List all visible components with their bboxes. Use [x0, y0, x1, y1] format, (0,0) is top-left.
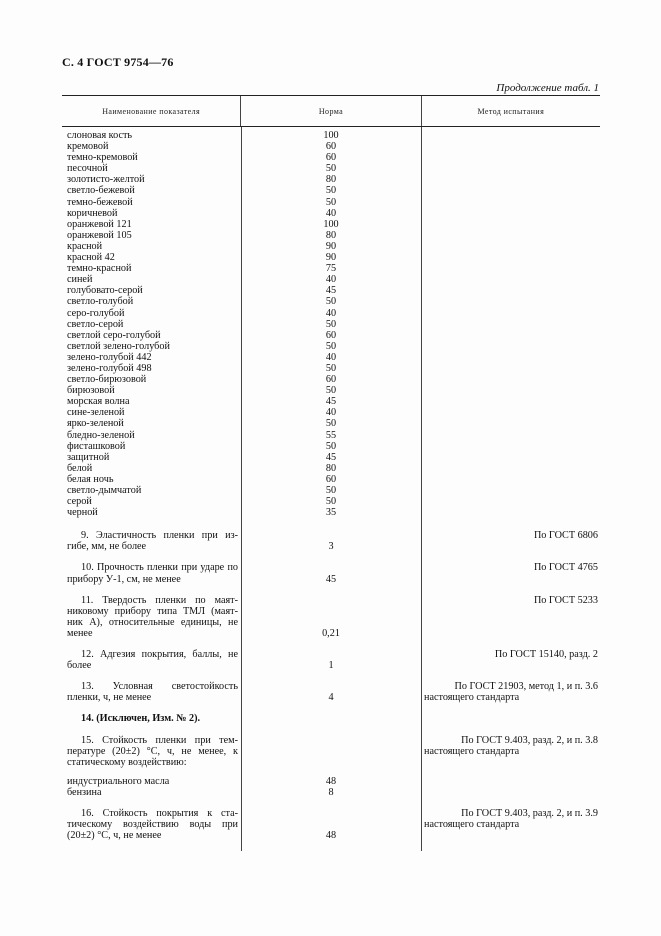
- color-norm-value: 50: [325, 485, 337, 496]
- color-norm-value: 50: [325, 362, 337, 374]
- color-name: черной: [67, 507, 98, 519]
- color-norm-value: 45: [325, 396, 337, 408]
- table-row-color: [62, 219, 600, 230]
- color-name: зелено-голубой 442: [67, 351, 152, 363]
- table-row-color: [62, 130, 600, 141]
- table-row-color: [62, 141, 600, 152]
- table-row-color: [62, 163, 600, 174]
- color-name: сине-зеленой: [67, 407, 125, 419]
- table-row-color: [62, 407, 600, 418]
- table-row-color: [62, 485, 600, 496]
- table-row-color: [62, 463, 600, 474]
- color-name: светло-бежевой: [67, 185, 135, 197]
- item-9-value: 3: [328, 541, 334, 553]
- color-name: морская волна: [67, 396, 130, 408]
- page-header: С. 4 ГОСТ 9754—76: [62, 55, 174, 69]
- item-9-method: По ГОСТ 6806: [533, 530, 598, 542]
- item-15-sub-row: [62, 776, 600, 787]
- color-name: оранжевой 121: [67, 218, 132, 230]
- color-norm-value: 40: [325, 207, 337, 219]
- item-15-method: [421, 735, 600, 768]
- table-row-color: [62, 363, 600, 374]
- color-norm-value: 45: [325, 451, 337, 463]
- color-norm-value: 50: [325, 496, 337, 508]
- color-norm-value: 50: [325, 296, 337, 308]
- color-name: коричневой: [67, 207, 118, 219]
- column-header-indicator: Наименование показателя: [62, 96, 241, 126]
- table-row-item-16: [62, 808, 600, 841]
- color-norm-value: 80: [325, 462, 337, 474]
- table-row-color: [62, 208, 600, 219]
- color-name: ярко-зеленой: [67, 418, 124, 430]
- item-14-text: 14. (Исключен, Изм. № 2).: [81, 713, 201, 725]
- item-10-text: 10. Прочность пленки при ударе по прибору У-1, см, не менее: [67, 562, 238, 585]
- color-norm-value: 40: [325, 407, 337, 419]
- item-11-method: По ГОСТ 5233: [533, 594, 598, 606]
- color-norm-value: 60: [325, 473, 337, 485]
- color-norm-value: 50: [325, 340, 337, 352]
- color-norm-value: 60: [325, 141, 337, 153]
- item-12-text: 12. Адгезия покрытия, баллы, не более: [67, 649, 238, 672]
- table-row-color: [62, 496, 600, 507]
- item-13-method-line1: По ГОСТ 21903, метод 1, и п. 3.6: [454, 681, 598, 693]
- color-norm-value: 50: [325, 440, 337, 452]
- color-norm-value: 100: [323, 130, 339, 141]
- item-15-method-line1: По ГОСТ 9.403, разд. 2, и п. 3.8: [461, 734, 598, 746]
- item-16-method-line2: настоящего стандарта: [424, 819, 520, 831]
- color-name: светло-дымчатой: [67, 485, 142, 496]
- color-norm-value: 35: [325, 507, 337, 519]
- color-norm-value: 55: [325, 429, 337, 441]
- color-name: светлой серо-голубой: [67, 329, 161, 341]
- item-13-value: 4: [328, 692, 334, 704]
- item-15-sub-value: 8: [328, 786, 334, 798]
- item-16-method-line1: По ГОСТ 9.403, разд. 2, и п. 3.9: [461, 807, 598, 819]
- item-16-value: 48: [325, 830, 337, 842]
- color-norm-value: 80: [325, 229, 337, 241]
- table-row-color: [62, 230, 600, 241]
- item-13-method: [421, 681, 600, 703]
- color-name: защитной: [67, 451, 110, 463]
- table-row-item-11: [62, 595, 600, 639]
- color-name: темно-кремовой: [67, 152, 138, 164]
- color-name: оранжевой 105: [67, 229, 132, 241]
- color-norm-value: 40: [325, 351, 337, 363]
- color-name: белой: [67, 462, 93, 474]
- table-row-color: [62, 474, 600, 485]
- item-15-text: 15. Стойкость пленки при тем-пературе (20±2) °С, ч, не менее, к статическому воздействию:: [67, 734, 238, 768]
- color-norm-value: 45: [325, 285, 337, 297]
- table-row-color: [62, 374, 600, 385]
- color-name: бирюзовой: [67, 385, 115, 397]
- table-row-color: [62, 308, 600, 319]
- color-norm-value: 90: [325, 240, 337, 252]
- item-10-method: По ГОСТ 4765: [533, 562, 598, 574]
- color-name: серой: [67, 496, 92, 508]
- item-12-method: По ГОСТ 15140, разд. 2: [494, 649, 598, 661]
- item-13-method-line2: настоящего стандарта: [424, 692, 520, 704]
- item-12-value: 1: [328, 660, 334, 672]
- color-norm-value: 100: [323, 218, 339, 230]
- color-norm-value: 60: [325, 152, 337, 164]
- color-norm-value: 40: [325, 274, 337, 286]
- table-row-color: [62, 441, 600, 452]
- color-norm-value: 50: [325, 163, 337, 175]
- item-16-text: 16. Стойкость покрытия к ста-тическому воздействию воды при (20±2) °С, ч, не менее: [67, 807, 238, 842]
- item-13-text: 13. Условная светостойкость пленки, ч, не менее: [67, 681, 238, 704]
- color-name: красной: [67, 240, 103, 252]
- table-row-color: [62, 418, 600, 429]
- table-row-item-10: [62, 562, 600, 584]
- table-row-color: [62, 319, 600, 330]
- color-norm-value: 75: [325, 263, 337, 275]
- color-name: голубовато-серой: [67, 285, 143, 297]
- color-name: красной 42: [67, 252, 115, 264]
- table-row-color: [62, 241, 600, 252]
- item-15-sub-name: бензина: [67, 786, 102, 798]
- item-15-sub-value: 48: [325, 775, 337, 787]
- color-norm-value: 50: [325, 196, 337, 208]
- color-name: светло-бирюзовой: [67, 374, 147, 386]
- color-norm-value: 50: [325, 318, 337, 330]
- color-name: синей: [67, 274, 93, 286]
- color-name: темно-бежевой: [67, 196, 133, 208]
- column-header-method: Метод испытания: [477, 106, 545, 116]
- requirements-table: [62, 95, 600, 841]
- color-list: [62, 127, 600, 518]
- item-15-sub-name: индустриального масла: [67, 775, 170, 787]
- color-norm-value: 50: [325, 418, 337, 430]
- color-name: светлой зелено-голубой: [67, 340, 170, 352]
- table-row-color: [62, 152, 600, 163]
- table-row-color: [62, 352, 600, 363]
- color-norm-value: 50: [325, 385, 337, 397]
- color-name: песочной: [67, 163, 108, 175]
- table-row-color: [62, 285, 600, 296]
- color-name: фисташковой: [67, 440, 126, 452]
- table-body: [62, 127, 600, 841]
- color-name: светло-голубой: [67, 296, 134, 308]
- item-10-value: 45: [325, 573, 337, 585]
- item-16-method: [421, 808, 600, 841]
- table-row-color: [62, 385, 600, 396]
- table-continuation-label: Продолжение табл. 1: [496, 82, 599, 94]
- table-row-color: [62, 430, 600, 441]
- color-name: слоновая кость: [67, 130, 133, 141]
- item-11-text: 11. Твердость пленки по маят-никовому прибору типа ТМЛ (маят-ник А), относительные единицы, не менее: [67, 594, 238, 639]
- color-norm-value: 60: [325, 329, 337, 341]
- color-norm-value: 60: [325, 374, 337, 386]
- table-row-color: [62, 341, 600, 352]
- color-norm-value: 90: [325, 252, 337, 264]
- color-norm-value: 40: [325, 307, 337, 319]
- table-row-color: [62, 396, 600, 407]
- color-name: бледно-зеленой: [67, 429, 135, 441]
- table-row-color: [62, 197, 600, 208]
- table-row-color: [62, 263, 600, 274]
- color-name: светло-серой: [67, 318, 124, 330]
- table-row-color: [62, 274, 600, 285]
- table-row-color: [62, 507, 600, 518]
- table-row-color: [62, 174, 600, 185]
- table-row-color: [62, 452, 600, 463]
- color-name: зелено-голубой 498: [67, 362, 152, 374]
- color-name: кремовой: [67, 141, 109, 153]
- table-row-item-9: [62, 530, 600, 552]
- item-15-sub-row: [62, 787, 600, 798]
- table-row-color: [62, 185, 600, 196]
- table-row-color: [62, 296, 600, 307]
- color-name: золотисто-желтой: [67, 174, 145, 186]
- table-header: [62, 95, 600, 127]
- column-header-norm: Норма: [241, 96, 421, 126]
- item-11-value: 0,21: [322, 627, 340, 639]
- color-name: белая ночь: [67, 473, 114, 485]
- table-row-item-12: [62, 649, 600, 671]
- item-9-text: 9. Эластичность пленки при из-гибе, мм, не более: [67, 530, 238, 553]
- table-row-item-14: [62, 713, 600, 724]
- table-row-color: [62, 252, 600, 263]
- item-15-method-line2: настоящего стандарта: [424, 745, 520, 757]
- color-name: темно-красной: [67, 263, 132, 275]
- color-name: серо-голубой: [67, 307, 125, 319]
- table-row-color: [62, 330, 600, 341]
- color-norm-value: 50: [325, 185, 337, 197]
- color-norm-value: 80: [325, 174, 337, 186]
- table-row-item-15: [62, 735, 600, 768]
- table-row-item-13: [62, 681, 600, 703]
